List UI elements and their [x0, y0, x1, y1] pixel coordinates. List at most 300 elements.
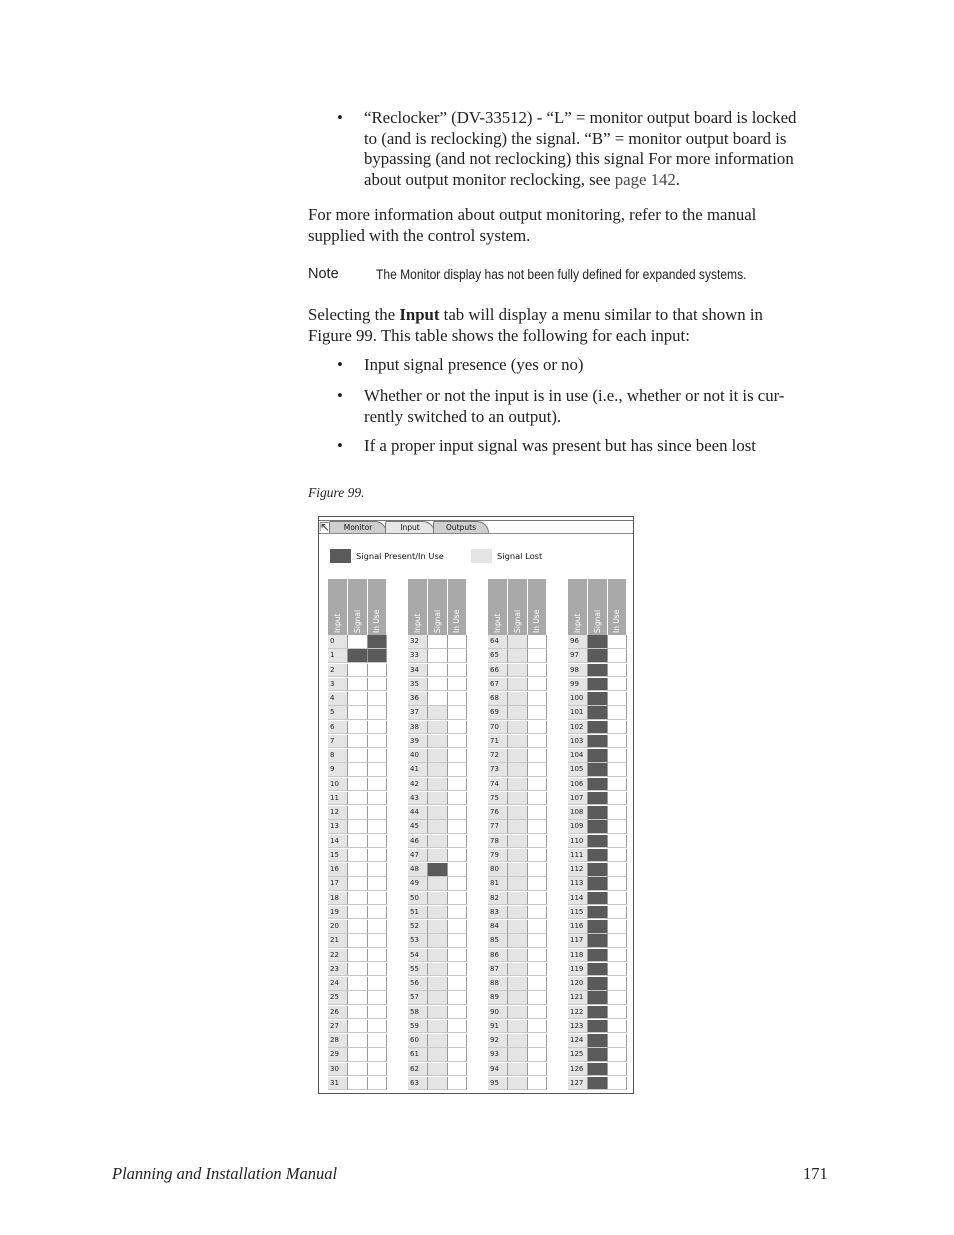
signal-cell — [508, 721, 528, 735]
in-use-cell — [528, 934, 547, 948]
signal-cell — [508, 692, 528, 706]
in-use-cell — [368, 892, 387, 906]
bullet-dot: • — [337, 355, 343, 374]
bullet-dot: • — [337, 108, 343, 127]
in-use-cell — [528, 692, 547, 706]
column-header-in-use — [448, 579, 466, 635]
input-number: 11 — [328, 792, 348, 806]
input-number: 106 — [568, 778, 588, 792]
signal-cell — [588, 949, 608, 963]
in-use-cell — [528, 749, 547, 763]
column-header-label: In Use — [612, 609, 621, 633]
input-number: 103 — [568, 735, 588, 749]
input-number: 115 — [568, 906, 588, 920]
signal-cell — [348, 892, 368, 906]
signal-cell — [508, 806, 528, 820]
signal-cell — [588, 735, 608, 749]
in-use-cell — [608, 1034, 627, 1048]
input-number: 116 — [568, 920, 588, 934]
in-use-cell — [608, 749, 627, 763]
bullet-signal-presence — [337, 355, 847, 376]
input-number: 121 — [568, 991, 588, 1005]
input-number: 32 — [408, 635, 428, 649]
in-use-cell — [528, 1077, 547, 1091]
in-use-cell — [528, 635, 547, 649]
in-use-cell — [448, 892, 467, 906]
signal-cell — [428, 991, 448, 1005]
in-use-cell — [608, 778, 627, 792]
input-number: 72 — [488, 749, 508, 763]
signal-cell — [588, 678, 608, 692]
in-use-cell — [448, 991, 467, 1005]
in-use-cell — [528, 863, 547, 877]
tab-outputs[interactable]: Outputs — [433, 521, 489, 533]
input-number: 88 — [488, 977, 508, 991]
in-use-cell — [528, 849, 547, 863]
column-header-label: Signal — [352, 609, 362, 633]
column-header-signal — [588, 579, 607, 635]
signal-cell — [348, 991, 368, 1005]
column-header-label: Signal — [432, 609, 442, 633]
in-use-cell — [608, 678, 627, 692]
in-use-cell — [448, 649, 467, 663]
input-number: 109 — [568, 820, 588, 834]
input-number: 41 — [408, 763, 428, 777]
input-number: 24 — [328, 977, 348, 991]
in-use-cell — [368, 678, 387, 692]
page-number: 171 — [803, 1164, 828, 1183]
signal-cell — [508, 635, 528, 649]
column-header-label: Input — [492, 613, 502, 633]
input-number: 42 — [408, 778, 428, 792]
signal-cell — [508, 863, 528, 877]
input-number: 87 — [488, 963, 508, 977]
input-number: 50 — [408, 892, 428, 906]
signal-cell — [588, 635, 608, 649]
input-number: 112 — [568, 863, 588, 877]
signal-cell — [508, 1048, 528, 1062]
input-number: 100 — [568, 692, 588, 706]
signal-cell — [588, 1063, 608, 1077]
signal-cell — [428, 849, 448, 863]
signal-cell — [428, 906, 448, 920]
signal-cell — [428, 1034, 448, 1048]
in-use-cell — [448, 920, 467, 934]
input-number: 123 — [568, 1020, 588, 1034]
in-use-cell — [528, 792, 547, 806]
in-use-cell — [448, 877, 467, 891]
in-use-cell — [448, 949, 467, 963]
in-use-cell — [448, 692, 467, 706]
in-use-cell — [528, 763, 547, 777]
signal-cell — [588, 892, 608, 906]
bullet-reclocker-line-4 — [364, 170, 854, 191]
figure-caption: Figure 99. — [308, 485, 365, 500]
in-use-cell — [528, 649, 547, 663]
signal-cell — [508, 664, 528, 678]
signal-cell — [508, 906, 528, 920]
signal-cell — [428, 892, 448, 906]
input-number: 95 — [488, 1077, 508, 1091]
input-number: 39 — [408, 735, 428, 749]
signal-cell — [508, 849, 528, 863]
input-number: 40 — [408, 749, 428, 763]
mouse-cursor-icon: ⇱ — [319, 520, 330, 534]
bullet-signal-lost-text: If a proper input signal was present but has since been lost — [364, 436, 756, 455]
input-number: 124 — [568, 1034, 588, 1048]
input-number: 104 — [568, 749, 588, 763]
input-number: 111 — [568, 849, 588, 863]
in-use-cell — [368, 749, 387, 763]
in-use-cell — [448, 934, 467, 948]
signal-cell — [428, 778, 448, 792]
input-number: 27 — [328, 1020, 348, 1034]
signal-cell — [508, 991, 528, 1005]
bullet-in-use — [337, 386, 847, 427]
in-use-cell — [448, 1020, 467, 1034]
column-header-input — [408, 579, 427, 635]
input-number: 17 — [328, 877, 348, 891]
in-use-cell — [368, 635, 387, 649]
in-use-cell — [368, 792, 387, 806]
input-number: 126 — [568, 1063, 588, 1077]
bullet-reclocker-text — [364, 108, 854, 190]
in-use-cell — [448, 735, 467, 749]
input-number: 59 — [408, 1020, 428, 1034]
tab-input[interactable]: Input — [385, 521, 435, 533]
in-use-cell — [608, 706, 627, 720]
column-header-label: In Use — [532, 609, 541, 633]
in-use-cell — [448, 963, 467, 977]
signal-cell — [588, 934, 608, 948]
input-number: 66 — [488, 664, 508, 678]
signal-cell — [348, 1077, 368, 1091]
in-use-cell — [528, 735, 547, 749]
in-use-cell — [528, 877, 547, 891]
in-use-cell — [368, 820, 387, 834]
signal-cell — [508, 949, 528, 963]
input-number: 114 — [568, 892, 588, 906]
signal-cell — [508, 749, 528, 763]
tab-monitor[interactable]: Monitor — [329, 521, 387, 533]
bullet-reclocker-line-4-prefix: about output monitor reclocking, see — [364, 169, 615, 189]
paragraph-input-tab — [308, 305, 763, 346]
signal-cell — [588, 863, 608, 877]
column-header-in-use — [608, 579, 626, 635]
signal-cell — [588, 763, 608, 777]
signal-cell — [428, 806, 448, 820]
input-number: 122 — [568, 1006, 588, 1020]
input-number: 85 — [488, 934, 508, 948]
in-use-cell — [608, 820, 627, 834]
in-use-cell — [528, 1063, 547, 1077]
signal-cell — [508, 1020, 528, 1034]
signal-cell — [588, 920, 608, 934]
in-use-cell — [528, 664, 547, 678]
input-number: 83 — [488, 906, 508, 920]
signal-cell — [588, 1006, 608, 1020]
input-tab-name: Input — [399, 305, 440, 324]
column-header-label: In Use — [452, 609, 461, 633]
paragraph-input-tab-pre: Selecting the — [308, 305, 400, 324]
signal-cell — [348, 877, 368, 891]
input-number: 81 — [488, 877, 508, 891]
input-number: 12 — [328, 806, 348, 820]
signal-cell — [588, 721, 608, 735]
signal-cell — [428, 1020, 448, 1034]
in-use-cell — [608, 1020, 627, 1034]
in-use-cell — [608, 721, 627, 735]
input-number: 82 — [488, 892, 508, 906]
in-use-cell — [528, 906, 547, 920]
input-number: 75 — [488, 792, 508, 806]
input-number: 31 — [328, 1077, 348, 1091]
in-use-cell — [368, 977, 387, 991]
signal-cell — [508, 1077, 528, 1091]
input-number: 55 — [408, 963, 428, 977]
input-number: 63 — [408, 1077, 428, 1091]
signal-cell — [588, 692, 608, 706]
in-use-cell — [608, 906, 627, 920]
signal-cell — [348, 963, 368, 977]
legend-lost-label: Signal Lost — [497, 551, 543, 561]
in-use-cell — [608, 920, 627, 934]
input-number: 108 — [568, 806, 588, 820]
signal-cell — [348, 920, 368, 934]
in-use-cell — [448, 863, 467, 877]
signal-cell — [508, 706, 528, 720]
signal-cell — [588, 849, 608, 863]
in-use-cell — [528, 991, 547, 1005]
signal-cell — [348, 863, 368, 877]
in-use-cell — [448, 820, 467, 834]
in-use-cell — [368, 706, 387, 720]
in-use-cell — [368, 1020, 387, 1034]
in-use-cell — [608, 649, 627, 663]
note-label: Note — [308, 266, 339, 282]
input-number: 16 — [328, 863, 348, 877]
signal-cell — [348, 706, 368, 720]
in-use-cell — [528, 706, 547, 720]
input-number: 18 — [328, 892, 348, 906]
input-number: 120 — [568, 977, 588, 991]
in-use-cell — [528, 963, 547, 977]
input-number: 56 — [408, 977, 428, 991]
input-number: 101 — [568, 706, 588, 720]
signal-cell — [588, 877, 608, 891]
signal-cell — [508, 1034, 528, 1048]
signal-cell — [348, 906, 368, 920]
signal-cell — [508, 977, 528, 991]
signal-cell — [428, 635, 448, 649]
in-use-cell — [448, 1034, 467, 1048]
input-number: 44 — [408, 806, 428, 820]
in-use-cell — [528, 920, 547, 934]
signal-cell — [428, 963, 448, 977]
in-use-cell — [368, 735, 387, 749]
signal-cell — [348, 664, 368, 678]
signal-cell — [348, 735, 368, 749]
signal-cell — [588, 1077, 608, 1091]
signal-cell — [508, 835, 528, 849]
input-number: 5 — [328, 706, 348, 720]
legend-present-label: Signal Present/In Use — [356, 551, 444, 561]
column-header-input — [568, 579, 587, 635]
in-use-cell — [608, 877, 627, 891]
signal-cell — [428, 763, 448, 777]
page-142-link[interactable]: page 142 — [614, 169, 676, 189]
column-header-input — [488, 579, 507, 635]
bullet-signal-lost — [337, 436, 847, 457]
input-number: 99 — [568, 678, 588, 692]
input-number: 97 — [568, 649, 588, 663]
in-use-cell — [448, 792, 467, 806]
input-number: 92 — [488, 1034, 508, 1048]
in-use-cell — [368, 1048, 387, 1062]
input-number: 70 — [488, 721, 508, 735]
input-number: 15 — [328, 849, 348, 863]
in-use-cell — [448, 664, 467, 678]
signal-cell — [588, 835, 608, 849]
input-number: 1 — [328, 649, 348, 663]
input-number: 52 — [408, 920, 428, 934]
input-number: 110 — [568, 835, 588, 849]
signal-cell — [588, 706, 608, 720]
input-number: 8 — [328, 749, 348, 763]
in-use-cell — [608, 1048, 627, 1062]
in-use-cell — [608, 963, 627, 977]
signal-cell — [588, 664, 608, 678]
column-header-label: Input — [332, 613, 342, 633]
bullet-reclocker-line-2: to (and is reclocking) the signal. “B” = monitor output board is — [364, 128, 787, 148]
signal-cell — [428, 664, 448, 678]
signal-cell — [588, 991, 608, 1005]
in-use-cell — [448, 906, 467, 920]
in-use-cell — [608, 763, 627, 777]
signal-cell — [508, 678, 528, 692]
input-number: 53 — [408, 934, 428, 948]
input-number: 57 — [408, 991, 428, 1005]
signal-cell — [588, 1034, 608, 1048]
in-use-cell — [448, 835, 467, 849]
input-number: 43 — [408, 792, 428, 806]
signal-cell — [428, 792, 448, 806]
in-use-cell — [608, 1077, 627, 1091]
input-number: 20 — [328, 920, 348, 934]
input-number: 34 — [408, 664, 428, 678]
input-number: 26 — [328, 1006, 348, 1020]
in-use-cell — [368, 1034, 387, 1048]
input-number: 45 — [408, 820, 428, 834]
in-use-cell — [368, 934, 387, 948]
input-number: 0 — [328, 635, 348, 649]
in-use-cell — [368, 806, 387, 820]
signal-cell — [508, 763, 528, 777]
input-number: 79 — [488, 849, 508, 863]
in-use-cell — [448, 849, 467, 863]
input-number: 3 — [328, 678, 348, 692]
in-use-cell — [368, 991, 387, 1005]
in-use-cell — [608, 949, 627, 963]
in-use-cell — [528, 835, 547, 849]
in-use-cell — [608, 977, 627, 991]
input-number: 51 — [408, 906, 428, 920]
signal-cell — [428, 934, 448, 948]
input-number: 84 — [488, 920, 508, 934]
in-use-cell — [608, 735, 627, 749]
in-use-cell — [368, 1063, 387, 1077]
input-number: 71 — [488, 735, 508, 749]
in-use-cell — [368, 778, 387, 792]
input-number: 30 — [328, 1063, 348, 1077]
in-use-cell — [368, 1077, 387, 1091]
signal-cell — [348, 934, 368, 948]
input-number: 125 — [568, 1048, 588, 1062]
in-use-cell — [608, 664, 627, 678]
signal-cell — [428, 721, 448, 735]
input-number: 118 — [568, 949, 588, 963]
in-use-cell — [368, 649, 387, 663]
signal-cell — [428, 820, 448, 834]
input-number: 91 — [488, 1020, 508, 1034]
input-number: 90 — [488, 1006, 508, 1020]
signal-cell — [348, 820, 368, 834]
signal-cell — [508, 1063, 528, 1077]
in-use-cell — [528, 806, 547, 820]
input-number: 46 — [408, 835, 428, 849]
in-use-cell — [368, 906, 387, 920]
signal-cell — [588, 1020, 608, 1034]
in-use-cell — [528, 721, 547, 735]
in-use-cell — [528, 820, 547, 834]
input-number: 73 — [488, 763, 508, 777]
input-number: 67 — [488, 678, 508, 692]
input-number: 64 — [488, 635, 508, 649]
signal-cell — [588, 906, 608, 920]
in-use-cell — [448, 1077, 467, 1091]
input-number: 48 — [408, 863, 428, 877]
signal-cell — [588, 749, 608, 763]
input-number: 14 — [328, 835, 348, 849]
in-use-cell — [448, 1063, 467, 1077]
signal-cell — [588, 963, 608, 977]
legend-lost-swatch — [471, 549, 492, 563]
column-header-signal — [428, 579, 447, 635]
signal-cell — [428, 863, 448, 877]
signal-cell — [508, 1006, 528, 1020]
in-use-cell — [528, 678, 547, 692]
bullet-reclocker-line-1: “Reclocker” (DV-33512) - “L” = monitor output board is locked — [364, 108, 797, 127]
signal-cell — [348, 692, 368, 706]
paragraph-output-monitoring — [308, 205, 756, 246]
signal-cell — [588, 778, 608, 792]
bullet-dot: • — [337, 436, 343, 455]
signal-cell — [508, 963, 528, 977]
signal-cell — [508, 934, 528, 948]
in-use-cell — [368, 692, 387, 706]
signal-cell — [428, 920, 448, 934]
input-number: 65 — [488, 649, 508, 663]
signal-cell — [348, 835, 368, 849]
column-header-label: Input — [412, 613, 422, 633]
in-use-cell — [448, 778, 467, 792]
input-number: 36 — [408, 692, 428, 706]
in-use-cell — [528, 1006, 547, 1020]
in-use-cell — [448, 635, 467, 649]
column-header-signal — [508, 579, 527, 635]
in-use-cell — [608, 835, 627, 849]
signal-cell — [348, 763, 368, 777]
